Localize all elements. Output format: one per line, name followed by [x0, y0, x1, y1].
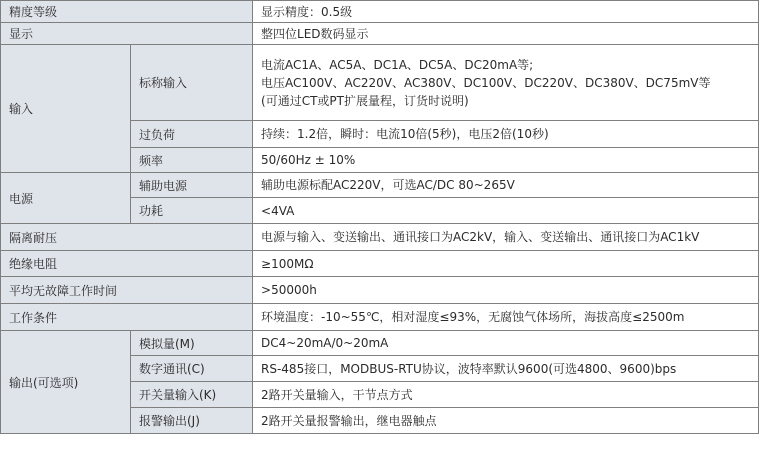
label-isolation: 隔离耐压 [1, 224, 253, 251]
label-mtbf: 平均无故障工作时间 [1, 277, 253, 304]
label-accuracy: 精度等级 [1, 1, 253, 23]
value-conditions: 环境温度：-10~55℃，相对湿度≤93%，无腐蚀气体场所，海拔高度≤2500m [253, 304, 759, 331]
rated-input-line-3: (可通过CT或PT扩展量程，订货时说明) [261, 93, 469, 108]
label-input: 输入 [1, 45, 131, 173]
label-switch-in: 开关量输入(K) [131, 382, 253, 408]
label-output: 输出(可选项) [1, 331, 131, 434]
row-power-aux [1, 173, 759, 198]
row-conditions [1, 304, 759, 331]
label-alarm: 报警输出(J) [131, 408, 253, 434]
value-comm: RS-485接口，MODBUS-RTU协议，波特率默认9600(可选4800、9600)bps [253, 356, 759, 382]
value-analog: DC4~20mA/0~20mA [253, 331, 759, 356]
value-mtbf: >50000h [253, 277, 759, 304]
row-insulation [1, 251, 759, 277]
value-consumption: <4VA [253, 198, 759, 224]
row-accuracy [1, 1, 759, 23]
row-mtbf [1, 277, 759, 304]
label-display: 显示 [1, 23, 253, 45]
value-insulation: ≥100MΩ [253, 251, 759, 277]
row-input-rated [1, 45, 759, 121]
label-analog: 模拟量(M) [131, 331, 253, 356]
row-isolation [1, 224, 759, 251]
value-isolation: 电源与输入、变送输出、通讯接口为AC2kV，输入、变送输出、通讯接口为AC1kV [253, 224, 759, 251]
value-switch-in: 2路开关量输入，干节点方式 [253, 382, 759, 408]
label-conditions: 工作条件 [1, 304, 253, 331]
rated-input-line-1: 电流AC1A、AC5A、DC1A、DC5A、DC20mA等; [261, 57, 534, 72]
value-accuracy: 显示精度：0.5级 [253, 1, 759, 23]
label-aux-power: 辅助电源 [131, 173, 253, 198]
row-output-analog [1, 331, 759, 356]
label-comm: 数字通讯(C) [131, 356, 253, 382]
label-consumption: 功耗 [131, 198, 253, 224]
label-power: 电源 [1, 173, 131, 224]
label-overload: 过负荷 [131, 121, 253, 148]
rated-input-line-2: 电压AC100V、AC220V、AC380V、DC100V、DC220V、DC380V、DC75mV等 [261, 75, 711, 90]
value-display: 整四位LED数码显示 [253, 23, 759, 45]
value-overload: 持续：1.2倍，瞬时：电流10倍(5秒)，电压2倍(10秒) [253, 121, 759, 148]
label-insulation: 绝缘电阻 [1, 251, 253, 277]
label-rated-input: 标称输入 [131, 45, 253, 121]
value-alarm: 2路开关量报警输出，继电器触点 [253, 408, 759, 434]
label-frequency: 频率 [131, 148, 253, 173]
value-aux-power: 辅助电源标配AC220V，可选AC/DC 80~265V [253, 173, 759, 198]
value-rated-input [253, 45, 759, 121]
row-display [1, 23, 759, 45]
value-frequency: 50/60Hz ± 10% [253, 148, 759, 173]
